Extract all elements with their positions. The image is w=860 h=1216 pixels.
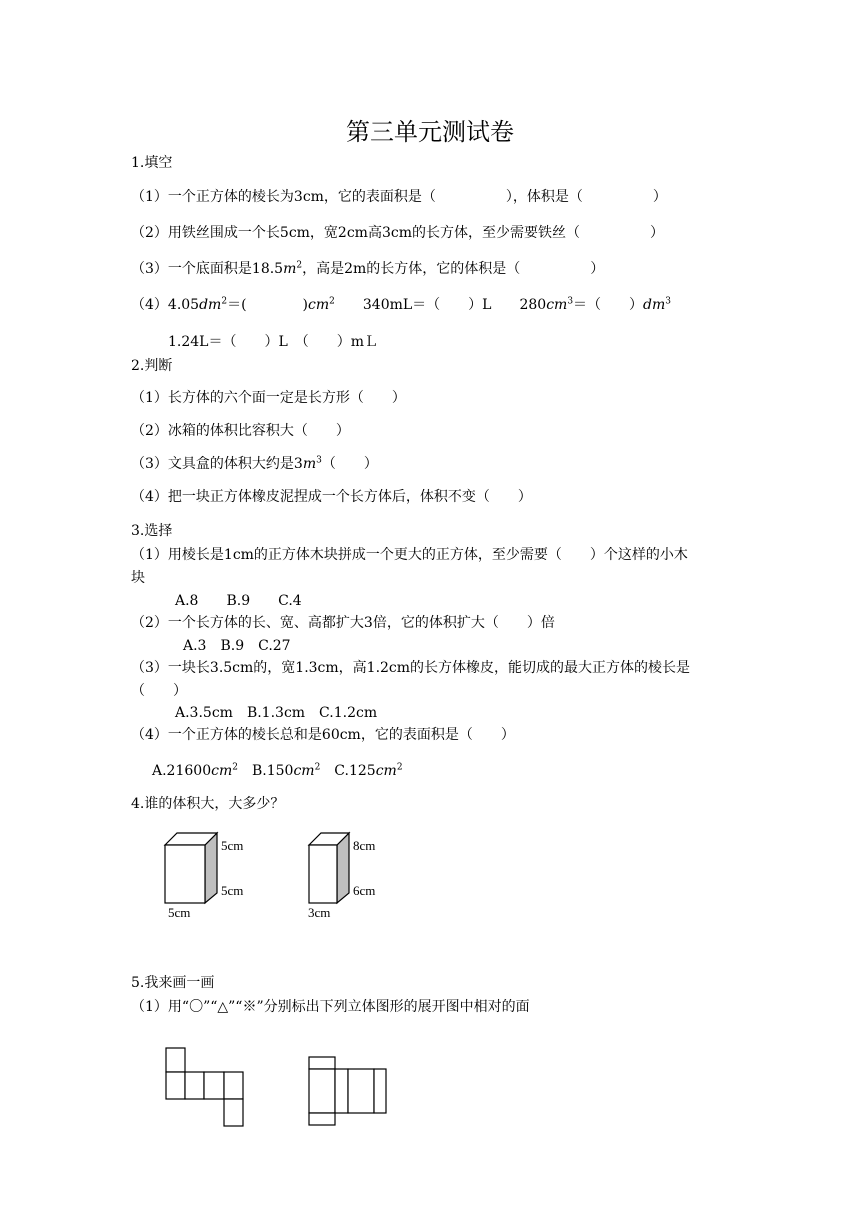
s1-question-4-line-2: 1.24L＝（ ）L （ ）mＬ — [168, 334, 379, 350]
s3-question-3: （3）一块长3.5cm的，宽1.3cm，高1.2cm的长方体橡皮，能切成的最大正方体的棱长是 — [131, 660, 691, 676]
cube-length-label: 5cm — [168, 905, 191, 920]
section-4-heading: 4.谁的体积大，大多少？ — [131, 796, 285, 812]
cuboid-length-label: 3cm — [308, 905, 331, 920]
s3-question-2: （2）一个长方体的长、宽、高都扩大3倍，它的体积扩大（ ）倍 — [131, 615, 555, 631]
s3-question-2-options: A.3 B.9 C.27 — [183, 638, 291, 654]
s2-question-4: （4）把一块正方体橡皮泥捏成一个长方体后，体积不变（ ） — [131, 489, 532, 505]
s3-question-1: （1）用棱长是1cm的正方体木块拼成一个更大的正方体，至少需要（ ）个这样的小木 — [131, 547, 688, 563]
s3-question-1-cont: 块 — [131, 570, 145, 586]
s3-question-1-options: A.8 B.9 C.4 — [175, 593, 302, 609]
cube-diagram — [165, 833, 243, 920]
s3-question-3-cont: （ ） — [131, 683, 187, 699]
cube-net-diagram — [166, 1048, 243, 1126]
s1-question-3: （3）一个底面积是$18.5m^2$，高是2m的长方体，它的体积是（ ） — [131, 260, 605, 277]
s1-question-4: $(4)4.05dm^2=$( )$cm^2$ 340mL＝（ ）L $280cm^3=$（ ）$dm^3$ — [131, 296, 672, 313]
section-3-heading: 3.选择 — [131, 523, 173, 539]
cube-height-label: 5cm — [221, 838, 244, 853]
cuboid-width-label: 6cm — [353, 883, 376, 898]
net-diagrams — [160, 1040, 400, 1135]
section-2-heading: 2.判断 — [131, 358, 173, 374]
s5-question-1: （1）用“〇”“△”“※”分别标出下列立体图形的展开图中相对的面 — [131, 999, 530, 1015]
section-5-heading: 5.我来画一画 — [131, 975, 215, 991]
s2-question-1: （1）长方体的六个面一定是长方形（ ） — [131, 390, 406, 406]
s3-question-3-options: A.3.5cm B.1.3cm C.1.2cm — [175, 705, 378, 721]
cuboid-diagram — [308, 833, 375, 920]
box-diagrams — [150, 825, 410, 925]
s3-question-4-options: $A.21600cm^2$ $B.150cm^2$ $C.125cm^2$ — [152, 762, 403, 779]
cuboid-net-diagram — [309, 1057, 386, 1125]
s2-question-3: （3）文具盒的体积大约是$3m^3$（ ） — [131, 455, 378, 472]
s1-question-1: （1）一个正方体的棱长为3cm，它的表面积是（ ），体积是（ ） — [131, 189, 667, 205]
section-1-heading: 1.填空 — [131, 155, 173, 171]
s1-question-2: （2）用铁丝围成一个长5cm，宽2cm高3cm的长方体，至少需要铁丝（ ） — [131, 225, 664, 241]
s3-question-4: （4）一个正方体的棱长总和是60cm，它的表面积是（ ） — [131, 727, 515, 743]
cube-width-label: 5cm — [221, 883, 244, 898]
page-title: 第三单元测试卷 — [346, 118, 514, 146]
cuboid-height-label: 8cm — [353, 838, 376, 853]
s2-question-2: （2）冰箱的体积比容积大（ ） — [131, 423, 350, 439]
